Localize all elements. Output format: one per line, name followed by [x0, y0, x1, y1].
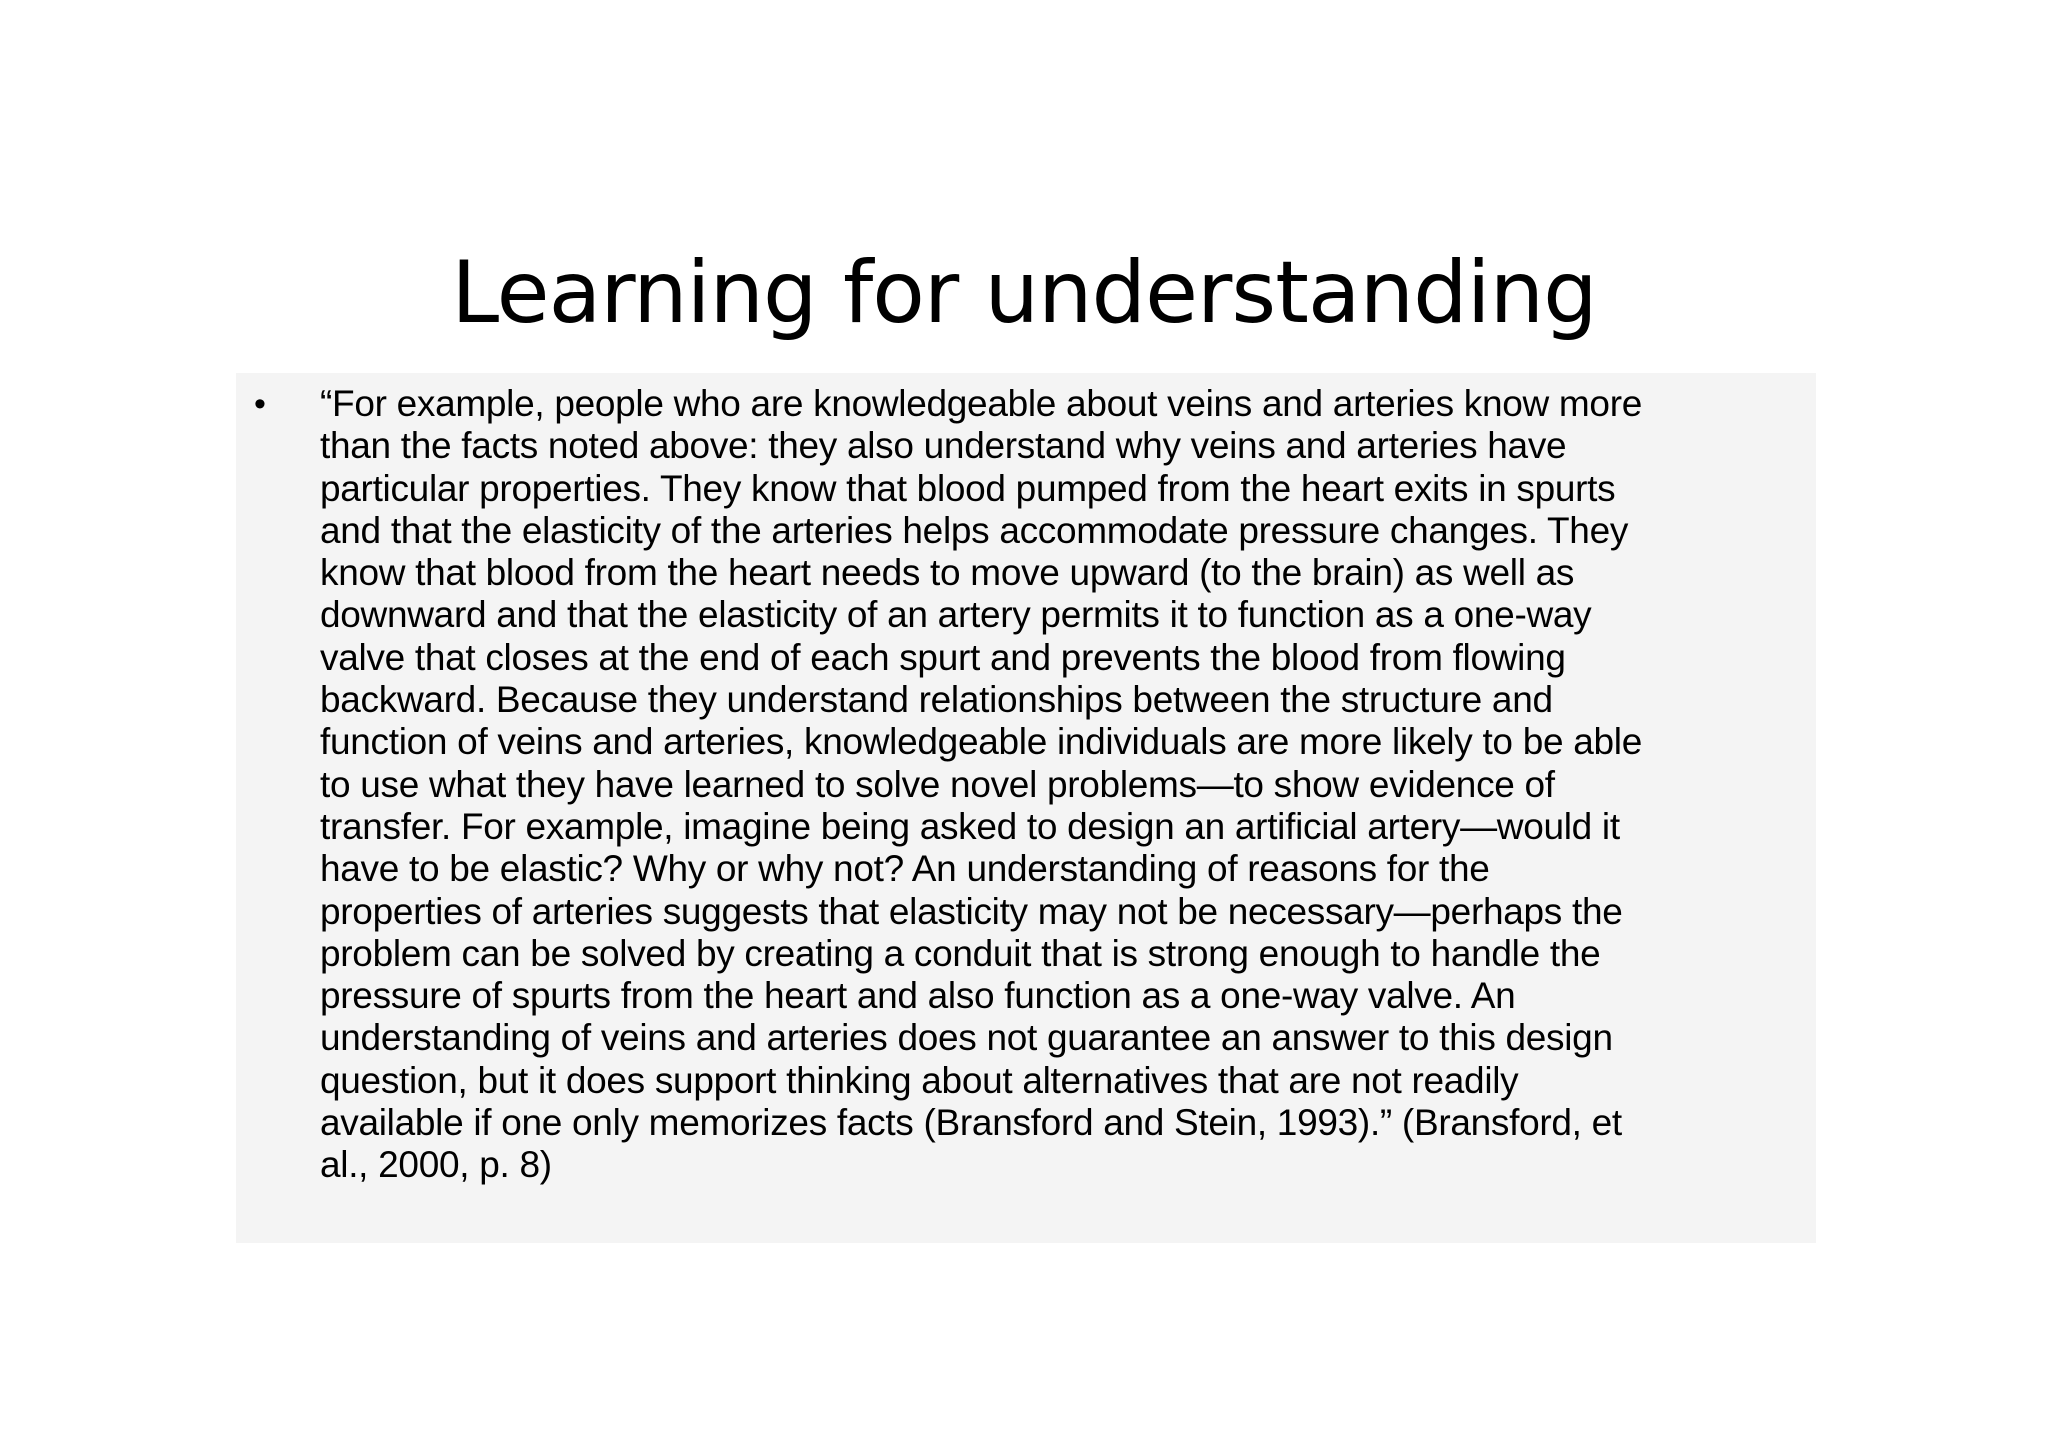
bullet-marker: •	[254, 385, 266, 423]
slide-title: Learning for understanding	[451, 242, 1597, 343]
quote-text: “For example, people who are knowledgeable about veins and arteries know more than the facts noted above: they also understand why veins and arteries have particular properties. They know that blood pumped from the heart exits in spurts and that the elasticity of the arteries helps accommodate pressure changes. They know that blood from the heart needs to move upward (to the brain) as well as downward and that the elasticity of an artery permits it to function as a one-way valve that closes at the end of each spurt and prevents the blood from flowing backward. Because they understand relationships between the structure and function of veins and arteries, knowledgeable individuals are more likely to be able to use what they have learned to solve novel problems—to show evidence of transfer. For example, imagine being asked to design an artificial artery—would it have to be elastic? Why or why not? An understanding of reasons for the properties of arteries suggests that elasticity may not be necessary—perhaps the problem can be solved by creating a conduit that is strong enough to handle the pressure of spurts from the heart and also function as a one-way valve. An understanding of veins and arteries does not guarantee an answer to this design question, but it does support thinking about alternatives that are not readily available if one only memorizes facts (Bransford and Stein, 1993).” (Bransford, et al., 2000, p. 8)	[320, 383, 1642, 1186]
quote-content-box	[236, 373, 1816, 1243]
